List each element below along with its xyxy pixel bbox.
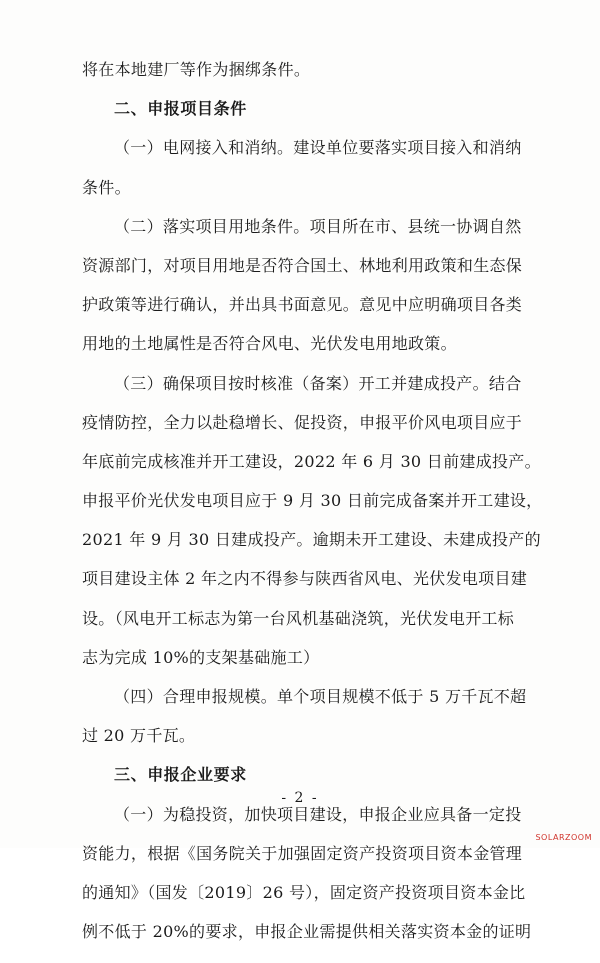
body-line: 护政策等进行确认，并出具书面意见。意见中应明确项目各类 (82, 295, 523, 315)
body-line: 申报平价光伏发电项目应于 9 月 30 日前完成备案并开工建设， (82, 491, 543, 511)
body-line: 资源部门，对项目用地是否符合国土、林地利用政策和生态保 (82, 255, 523, 275)
document-body (82, 60, 543, 963)
body-line: （二）落实项目用地条件。项目所在市、县统一协调自然 (114, 216, 522, 236)
section-heading: 二、申报项目条件 (114, 99, 247, 119)
body-line: 项目建设主体 2 年之内不得参与陕西省风电、光伏发电项目建 (82, 569, 528, 589)
watermark-logo: SOLARZOOM (535, 833, 592, 842)
body-line: 过 20 万千瓦。 (82, 726, 196, 746)
body-line: 例不低于 20%的要求，申报企业需提供相关落实资本金的证明 (82, 922, 532, 942)
body-line: 2021 年 9 月 30 日建成投产。逾期未开工建设、未建成投产的 (82, 530, 541, 550)
body-line: 将在本地建厂等作为捆绑条件。 (82, 60, 311, 79)
body-line: 年底前完成核准并开工建设，2022 年 6 月 30 日前建成投产。 (82, 451, 541, 471)
section-heading: 三、申报企业要求 (114, 765, 247, 785)
body-line: 志为完成 10%的支架基础施工） (82, 647, 320, 667)
body-line: （四）合理申报规模。单个项目规模不低于 5 万千瓦不超 (114, 687, 527, 706)
body-line: （三）确保项目按时核准（备案）开工并建成投产。结合 (114, 373, 522, 393)
body-line: 资能力，根据《国务院关于加强固定资产投资项目资本金管理 (82, 843, 523, 863)
body-line: 条件。 (82, 177, 131, 197)
body-line: 疫情防控，全力以赴稳增长、促投资，申报平价风电项目应于 (82, 412, 523, 432)
body-line: 设。（风电开工标志为第一台风机基础浇筑，光伏发电开工标 (82, 608, 515, 628)
body-line: （一）电网接入和消纳。建设单位要落实项目接入和消纳 (114, 138, 522, 158)
body-line: 用地的土地属性是否符合风电、光伏发电用地政策。 (82, 334, 457, 354)
body-line: （一）为稳投资，加快项目建设，申报企业应具备一定投 (114, 804, 522, 824)
body-line: 的通知》（国发〔2019〕26 号），固定资产投资项目资本金比 (82, 882, 526, 902)
page-number: - 2 - (281, 790, 319, 806)
